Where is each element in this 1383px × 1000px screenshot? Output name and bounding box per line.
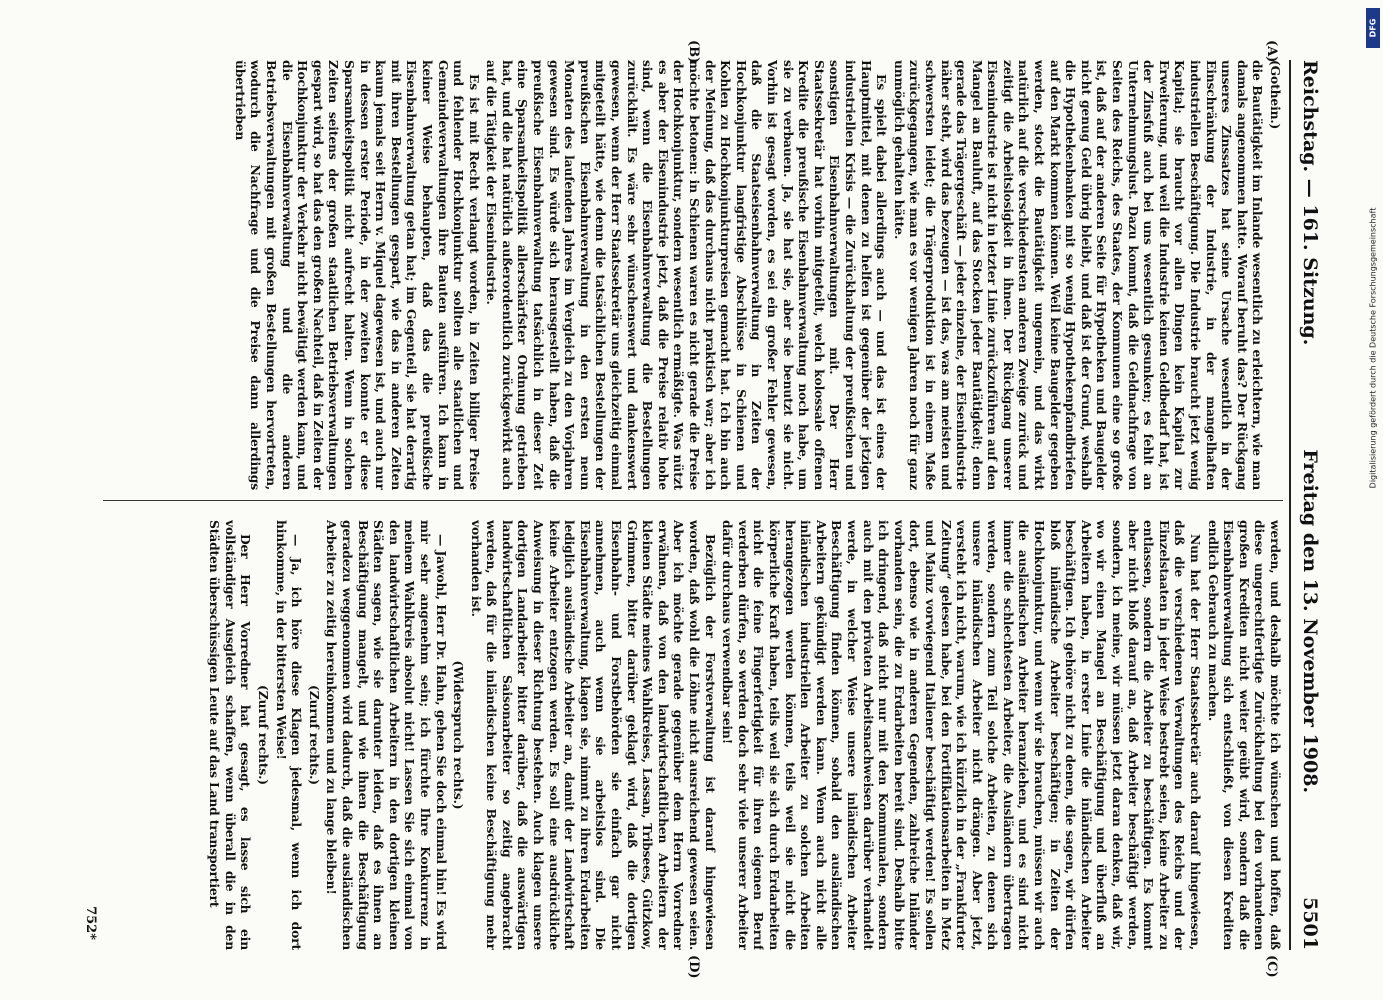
digitization-credit [1366, 8, 1380, 996]
dfg-logo: DFG [1366, 8, 1380, 48]
margin-marker-c: (C) [1264, 955, 1279, 978]
paragraph: werden, und deshalb möchte ich wünschen und hoffen, daß diese ungerechtfertigte Zurückhaltung bei den vorhandenen großen Krediten nicht weiter geübt wird, sondern daß die Eisenbahnverwaltung sich entschließt, von diesen Krediten endlich Gebrauch zu machen. [1205, 520, 1283, 950]
margin-marker-a: (A) [1264, 40, 1279, 63]
header-rule [1289, 60, 1291, 950]
left-column [103, 60, 1283, 490]
page-number: 5501 [1299, 897, 1321, 950]
paragraph: die Bautätigkeit im Inlande wesentlich zu erleichtern, wie man damals angenommen hatte. Worauf beruht das? Der Rückgang unseres Zinssatzes hat seine Ursache wesentlich in der Einschränkung der Industrie, in der mangelhaften industriellen Beschäftigung. Die Industrie braucht jetzt wenig Kapital; sie braucht vor allen Dingen kein Kapital zur Erweiterung, und weil die Industrie keinen Geldbedarf hat, ist der Zinsfuß auch bei uns wesentlich gesunken; es fehlt an Unternehmungslust. Dazu kommt, daß die Geldnachfrage von Seiten des Reichs, des Staates, der Kommunen eine so große ist, daß auf der anderen Seite für Hypotheken und Baugelder nicht genug Geld übrig bleibt, und daß ist der Grund, weshalb die Hypothekenbanken mit so wenig Hypothekenpfandbriefen auf den Markt kommen können. Weil keine Baugelder gegeben werden, stockt die Bautätigkeit ungemein, und das wirkt natürlich auf die verschiedensten anderen Zweige zurück und zeitigt die Arbeitslosigkeit in ihnen. Der Rückgang unserer Eisenindustrie ist nicht in letzter Linie zurückzuführen auf den Mangel an Bauluft, auf das Stocken jeder Bautätigkeit; denn gerade das Trägergeschäft — jeder einzelne, der Eisenindustrie näher steht, wird das bezeugen — ist das, was am meisten und schwersten leidet; die Trägerproduktion ist in einem Maße zurückgegangen, wie man es vor wenigen Jahren noch für ganz unmöglich gehalten hätte. [891, 60, 1266, 490]
page-code: 752* [83, 906, 98, 940]
interjection: (Widerspruch rechts.) [451, 660, 467, 810]
right-column [103, 520, 1283, 950]
header-session: Reichstag. — 161. Sitzung. [1299, 60, 1321, 346]
paragraph: Es spielt dabei allerdings auch — und das ist eines der Hauptmittel, mit denen zu helfen ist gegenüber der jetzigen industriellen Krisis — die Zurückhaltung der preußischen und sonstigen Eisenbahnverwaltungen mit. Der Herr Staatssekretär hat vorhin mitgeteilt, welch kolossale offenen Kredite die preußische Eisenbahnverwaltung noch habe, um sie zu verbauen. Ja, sie hat sie, aber sie benutzt sie nicht. Vorhin ist gesagt worden, es sei ein großer Fehler gewesen, daß die Staatseisenbahnverwaltung in Zeiten der Hochkonjunktur langfristige Abschlüsse in Schienen und Kohlen zu Hochkonjunkturpreisen gemacht hat. Ich bin auch der Meinung, daß das durchaus nicht praktisch war; aber ich möchte betonen: in Schienen waren es nicht gerade die Preise der Hochkonjunktur, sondern wesentlich ermäßigte. Was nützt es aber der Eisenindustrie jetzt, daß die Preise relativ hohe sind, wenn die Eisenbahnverwaltung die Bestellungen zurückhält. Es wäre sehr wünschenswert und dankenswert gewesen, wenn der Herr Staatssekretär uns gleichzeitig einmal mitgeteilt hätte, wie denn die tatsächlichen Bestellungen der preußischen Eisenbahnverwaltung in den ersten neun Monaten des laufenden Jahres im Vergleich zu den Vorjahren gewesen sind. Es würde sich herausgestellt haben, daß die preußische Eisenbahnverwaltung tatsächlich in dieser Zeit eine Sparsamkeitspolitik allerschärfster Ordnung getrieben hat, und die hat natürlich außerordentlich zurückgewirkt auch auf die Tätigkeit der Eisenindustrie. [484, 60, 890, 490]
interjection: (Zuruf rechts.) [256, 685, 271, 785]
column-divider [103, 500, 1283, 501]
paragraph: Es ist mit Recht verlangt worden, in Zeiten billiger Preise und fehlender Hochkonjunktur sollten alle staatlichen und Gemeindeverwaltungen ihre Bauten ausführen. Ich kann in keiner Weise behaupten, daß das die preußische Eisenbahnverwaltung getan hat; im Gegenteil, sie hat derartig mit ihren Bestellungen gespart, wie das in anderen Zeiten kaum jemals seit Herrn v. Miquel dagewesen ist, und auch nur in dessen erster Periode, in der zweiten konnte er diese Sparsamkeitspolitik nicht aufrecht halten. Wenn in solchen Zeiten seitens der großen staatlichen Betriebsverwaltungen gespart wird, so hat das den großen Nachteil, daß in Zeiten der Hochkonjunktur der Verkehr nicht bewältigt werden kann, und die Eisenbahnverwaltung und die anderen Betriebsverwaltungen mit großen Bestellungen hervortreten, wodurch die Nachfrage und die Preise dann allerdings übertrieben [232, 60, 482, 490]
paragraph: Der Herr Vorredner hat gesagt, es lasse sich ein vollständiger Ausgleich schaffen, wenn überall die in den Städten überschüssigen Leute auf das Land transportiert [207, 520, 254, 950]
paragraph: Bezüglich der Forstverwaltung ist darauf hingewiesen worden, daß wohl die Löhne nicht ausreichend gewesen seien. Aber ich möchte gerade gegenüber dem Herrn Vorredner erwähnen, daß von den landwirtschaftlichen Arbeitern der kleinen Städte meines Wahlkreises, Lassan, Tribsees, Gützkow, Grimmen, bitter darüber geklagt wird, daß die dortigen Eisenbahn- und Forstbehörden sie einfach gar nicht annehmen, auch wenn sie arbeitslos sind. Die Eisenbahnverwaltung, klagen sie, nimmt zu ihren Erdarbeiten lediglich ausländische Arbeiter an, damit der Landwirtschaft keine Arbeiter entzogen werden. Es soll eine ausdrückliche Anweisung in dieser Richtung bestehen. Auch klagen unsere dortigen Landarbeiter bitter darüber, daß die auswärtigen landwirtschaftlichen Saisonarbeiter so zeitig angebracht werden, daß für die inländischen keine Beschäftigung mehr vorhanden ist. [468, 520, 718, 950]
header-date: Freitag den 13. November 1908. [1299, 449, 1321, 794]
speaker-label: (Gothein.) [1268, 60, 1283, 130]
interjection: (Zuruf rechts.) [306, 685, 322, 785]
margin-marker-b: (B) [686, 40, 701, 64]
margin-marker-d: (D) [686, 955, 701, 979]
paragraph: Nun hat der Herr Staatssekretär auch darauf hingewiesen, daß die verschiedenen Verwaltungen des Reichs und der Einzelstaaten in jeder Weise bestrebt seien, keine Arbeiter zu entlassen, sondern die Arbeiter zu beschäftigen. Es kommt aber nicht bloß darauf an, daß Arbeiter beschäftigt werden, sondern, ich meine, wir müssen jetzt daran denken, daß wir, wo wir einen Mangel an Beschäftigung und überfluß an Arbeitern haben, in erster Linie die inländischen Arbeiter beschäftigen. Ich gehöre nicht zu denen, die sagen, wir dürfen bloß inländische Arbeiter beschäftigen; in Zeiten der Hochkonjunktur, und wenn wir sie brauchen, müssen wir auch die ausländischen Arbeiter heranziehen, und es sind nicht immer die schlechtesten Arbeiter, die Ausländern übertragen werden, sondern zum Teil solche Arbeiten, zu denen sich unsere inländischen Arbeiter nicht drängen. Aber jetzt, versteht ich nicht, warum, wie ich kürzlich in der „Frankfurter Zeitung“ gelesen habe, bei den Fortifikationsarbeiten in Metz und Mainz vorwiegend Italiener beschäftigt werden! Es sollen dort, ebenso wie in anderen Gegenden, zahlreiche Inländer vorhanden sein, die zu Erdarbeiten bereit sind. Deshalb bitte ich dringend, daß nicht nur mit den Kommunalen, sondern auch mit den privaten Arbeitsnachweisen darüber verhandelt werde, in welcher Weise unsere inländischen Arbeiter Beschäftigung finden können, sobald den ausländischen Arbeitern gekündigt werden kann. Wenn auch nicht alle inländischen industriellen Arbeiter zu solchen Arbeiten herangezogen werden können, teils weil sie nicht die körperliche Kraft haben, teils weil sie sich durch Erdarbeiten nicht die feine Fingerfertigkeit für ihren eigenen Beruf verderben dürfen, so werden doch sehr viele unserer Arbeiter dafür durchaus verwendbar sein! [720, 520, 1204, 950]
paragraph: — Ja, ich höre diese Klagen jedesmal, wenn ich dort hinkomme, in der bittersten Weise! [273, 520, 305, 950]
page-header [1295, 60, 1325, 950]
paragraph: — Jawohl, Herr Dr. Hahn, gehen Sie doch einmal hin! Es wird mir sehr angenehm sein; ich fürchte Ihre Konkurrenz in meinem Wahlkreis absolut nicht! Lassen Sie sich einmal von den landwirtschaftlichen Arbeitern in den dortigen kleinen Städten sagen, wie sie darunter leiden, daß es ihnen an Beschäftigung mangelt, und wie ihnen die Beschäftigung geradezu weggenommen wird dadurch, daß die ausländischen Arbeiter zu zeitig hereinkommen und zu lange bleiben! [324, 520, 449, 950]
credit-text: Digitalisierung gefördert durch die Deutsche Forschungsgemeinschaft [1368, 207, 1378, 489]
